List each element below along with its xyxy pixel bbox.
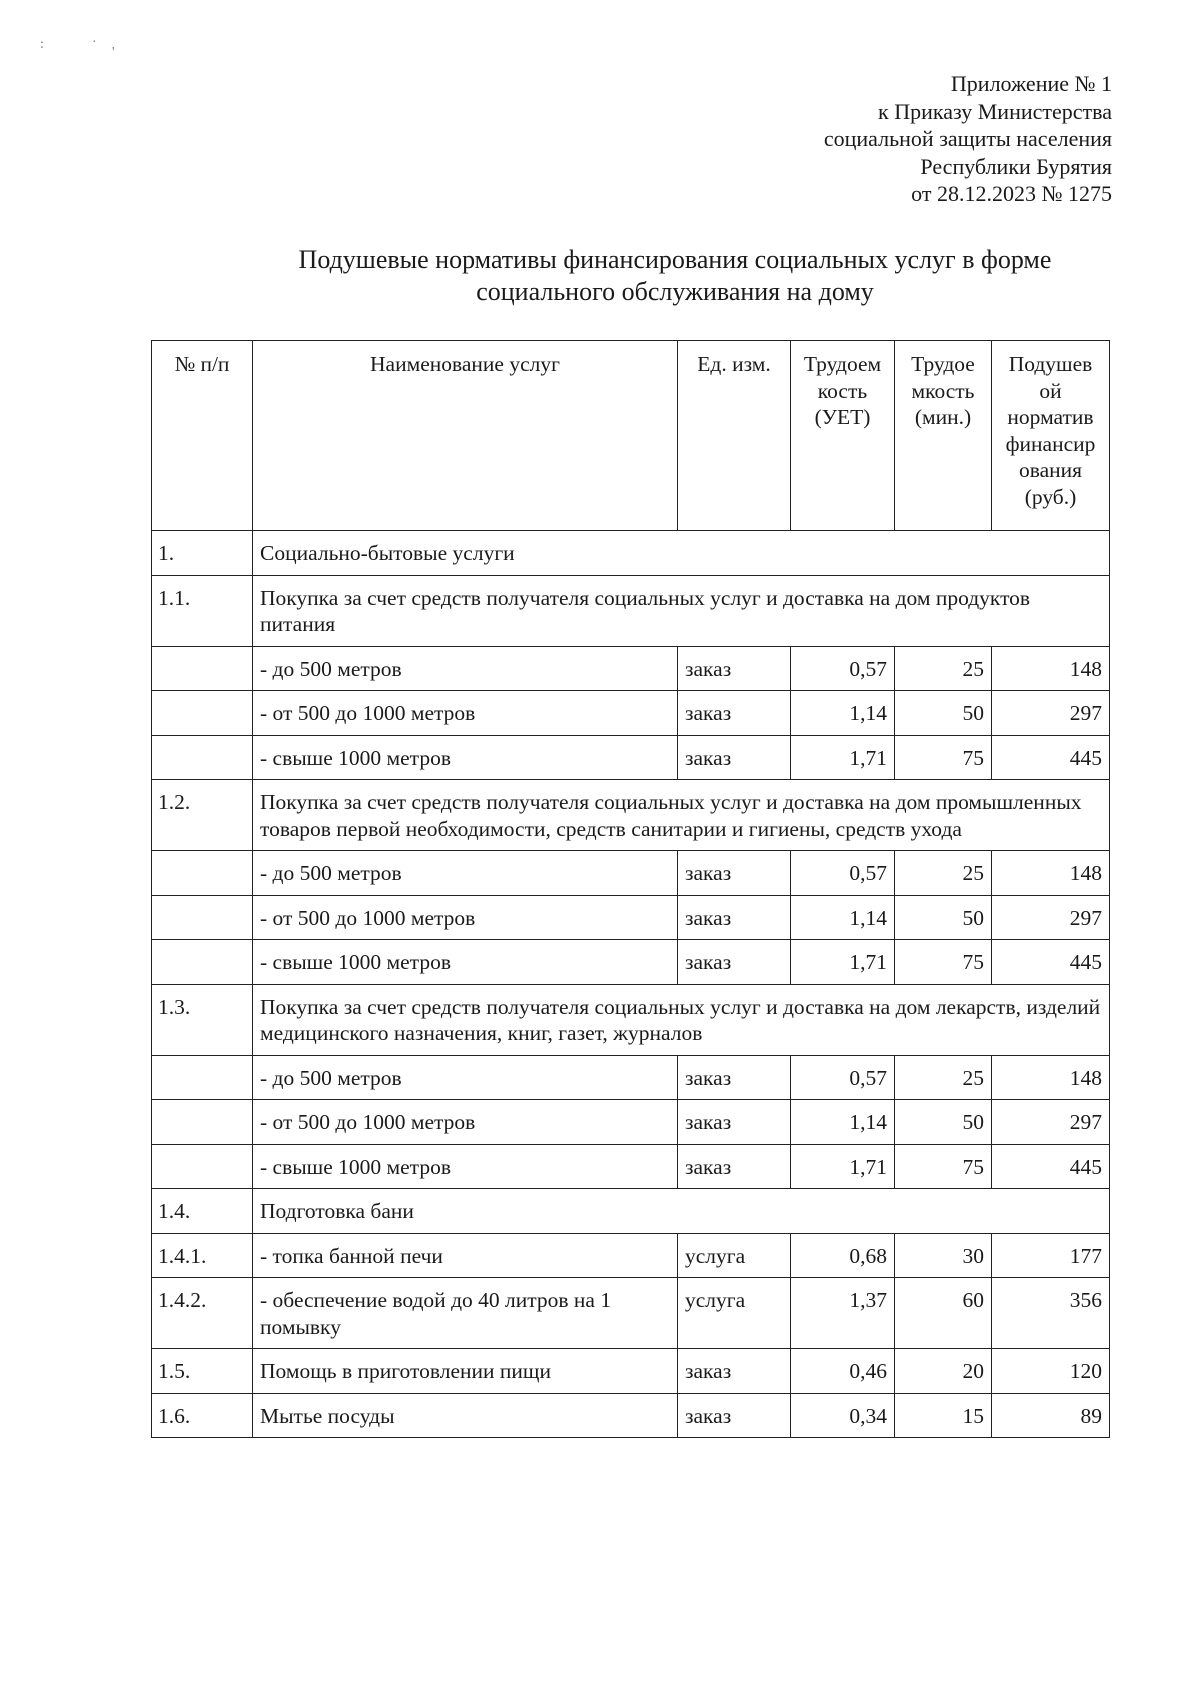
cell-unit: заказ [678, 1393, 791, 1438]
table-row [152, 575, 1110, 646]
document-title [150, 244, 1200, 308]
cell-min: 15 [895, 1393, 992, 1438]
cell-section-name: Подготовка бани [253, 1189, 1110, 1234]
cell-uet: 0,46 [791, 1349, 895, 1394]
header-labor-uet: Трудоем кость (УЕТ) [791, 341, 895, 531]
cell-rub: 297 [992, 895, 1110, 940]
cell-rub: 297 [992, 1100, 1110, 1145]
table-row [152, 691, 1110, 736]
table-row [152, 735, 1110, 780]
cell-rub: 297 [992, 691, 1110, 736]
table-row [152, 940, 1110, 985]
title-line: Подушевые нормативы финансирования социальных услуг в форме [298, 245, 1052, 274]
cell-num: 1.3. [152, 984, 253, 1055]
cell-name: - топка банной печи [253, 1233, 678, 1278]
cell-num: 1.4.2. [152, 1278, 253, 1349]
table-row [152, 895, 1110, 940]
cell-rub: 445 [992, 1144, 1110, 1189]
cell-num [152, 735, 253, 780]
cell-rub: 356 [992, 1278, 1110, 1349]
cell-uet: 0,68 [791, 1233, 895, 1278]
cell-uet: 0,57 [791, 646, 895, 691]
table-row [152, 1100, 1110, 1145]
cell-name: - до 500 метров [253, 851, 678, 896]
header-labor-min: Трудое мкость (мин.) [895, 341, 992, 531]
cell-uet: 1,71 [791, 735, 895, 780]
header-name: Наименование услуг [253, 341, 678, 531]
cell-uet: 0,34 [791, 1393, 895, 1438]
scan-mark: ' [112, 45, 115, 60]
table-row [152, 1278, 1110, 1349]
cell-min: 50 [895, 1100, 992, 1145]
cell-min: 25 [895, 851, 992, 896]
cell-num [152, 691, 253, 736]
cell-rub: 148 [992, 1055, 1110, 1100]
norms-table [151, 340, 1110, 1438]
appendix-line: к Приказу Министерства [878, 98, 1112, 124]
table-row [152, 984, 1110, 1055]
cell-num: 1.4. [152, 1189, 253, 1234]
cell-unit: заказ [678, 940, 791, 985]
table-row [152, 1189, 1110, 1234]
cell-unit: услуга [678, 1278, 791, 1349]
cell-uet: 1,71 [791, 1144, 895, 1189]
cell-min: 50 [895, 691, 992, 736]
cell-rub: 177 [992, 1233, 1110, 1278]
cell-name: - свыше 1000 метров [253, 735, 678, 780]
appendix-line: Приложение № 1 [950, 71, 1112, 96]
table-row [152, 780, 1110, 851]
cell-min: 75 [895, 940, 992, 985]
title-line: социального обслуживания на дому [476, 277, 874, 306]
cell-section-name: Покупка за счет средств получателя социальных услуг и доставка на дом промышленных товаров первой необходимости, средств санитарии и гигиены, средств ухода [253, 780, 1110, 851]
cell-unit: заказ [678, 735, 791, 780]
table-row [152, 531, 1110, 576]
cell-num [152, 851, 253, 896]
cell-rub: 445 [992, 735, 1110, 780]
scan-mark: · [92, 35, 97, 50]
cell-name: Помощь в приготовлении пищи [253, 1349, 678, 1394]
cell-unit: заказ [678, 1055, 791, 1100]
cell-unit: услуга [678, 1233, 791, 1278]
cell-unit: заказ [678, 691, 791, 736]
cell-num: 1.4.1. [152, 1233, 253, 1278]
cell-uet: 1,14 [791, 1100, 895, 1145]
cell-rub: 120 [992, 1349, 1110, 1394]
cell-uet: 1,37 [791, 1278, 895, 1349]
cell-unit: заказ [678, 1349, 791, 1394]
cell-min: 30 [895, 1233, 992, 1278]
cell-num: 1.2. [152, 780, 253, 851]
cell-rub: 89 [992, 1393, 1110, 1438]
table-row [152, 1055, 1110, 1100]
table-row [152, 1393, 1110, 1438]
cell-min: 75 [895, 1144, 992, 1189]
table-row [152, 1144, 1110, 1189]
header-unit: Ед. изм. [678, 341, 791, 531]
cell-min: 25 [895, 646, 992, 691]
header-num: № п/п [152, 341, 253, 531]
cell-uet: 1,71 [791, 940, 895, 985]
cell-uet: 1,14 [791, 895, 895, 940]
scan-mark: : [40, 37, 44, 52]
cell-num: 1. [152, 531, 253, 576]
cell-name: - до 500 метров [253, 1055, 678, 1100]
cell-unit: заказ [678, 851, 791, 896]
cell-unit: заказ [678, 1144, 791, 1189]
table-row [152, 851, 1110, 896]
cell-min: 75 [895, 735, 992, 780]
appendix-block [512, 70, 1112, 208]
cell-num: 1.6. [152, 1393, 253, 1438]
cell-name: - от 500 до 1000 метров [253, 691, 678, 736]
cell-num [152, 940, 253, 985]
cell-uet: 0,57 [791, 1055, 895, 1100]
cell-num: 1.5. [152, 1349, 253, 1394]
table-row [152, 1233, 1110, 1278]
table-row [152, 646, 1110, 691]
cell-rub: 445 [992, 940, 1110, 985]
cell-num [152, 895, 253, 940]
appendix-line: от 28.12.2023 № 1275 [911, 181, 1112, 206]
appendix-line: социальной защиты населения [823, 126, 1112, 151]
cell-name: - свыше 1000 метров [253, 1144, 678, 1189]
cell-min: 20 [895, 1349, 992, 1394]
cell-name: - до 500 метров [253, 646, 678, 691]
cell-unit: заказ [678, 646, 791, 691]
appendix-line: Республики Бурятия [920, 153, 1112, 179]
cell-rub: 148 [992, 646, 1110, 691]
cell-num: 1.1. [152, 575, 253, 646]
cell-rub: 148 [992, 851, 1110, 896]
cell-section-name: Покупка за счет средств получателя социальных услуг и доставка на дом продуктов питания [253, 575, 1110, 646]
cell-num [152, 1100, 253, 1145]
cell-name: - от 500 до 1000 метров [253, 1100, 678, 1145]
table-row [152, 1349, 1110, 1394]
cell-uet: 0,57 [791, 851, 895, 896]
cell-num [152, 646, 253, 691]
cell-num [152, 1055, 253, 1100]
cell-name: - обеспечение водой до 40 литров на 1 помывку [253, 1278, 678, 1349]
cell-min: 25 [895, 1055, 992, 1100]
cell-section-name: Покупка за счет средств получателя социальных услуг и доставка на дом лекарств, изделий медицинского назначения, книг, газет, журналов [253, 984, 1110, 1055]
cell-unit: заказ [678, 1100, 791, 1145]
cell-unit: заказ [678, 895, 791, 940]
cell-section-name: Социально-бытовые услуги [253, 531, 1110, 576]
cell-name: Мытье посуды [253, 1393, 678, 1438]
cell-uet: 1,14 [791, 691, 895, 736]
cell-min: 50 [895, 895, 992, 940]
cell-name: - свыше 1000 метров [253, 940, 678, 985]
header-norm: Подушев ой норматив финансир ования (руб.) [992, 341, 1110, 531]
cell-num [152, 1144, 253, 1189]
table-header-row [152, 341, 1110, 531]
cell-min: 60 [895, 1278, 992, 1349]
cell-name: - от 500 до 1000 метров [253, 895, 678, 940]
